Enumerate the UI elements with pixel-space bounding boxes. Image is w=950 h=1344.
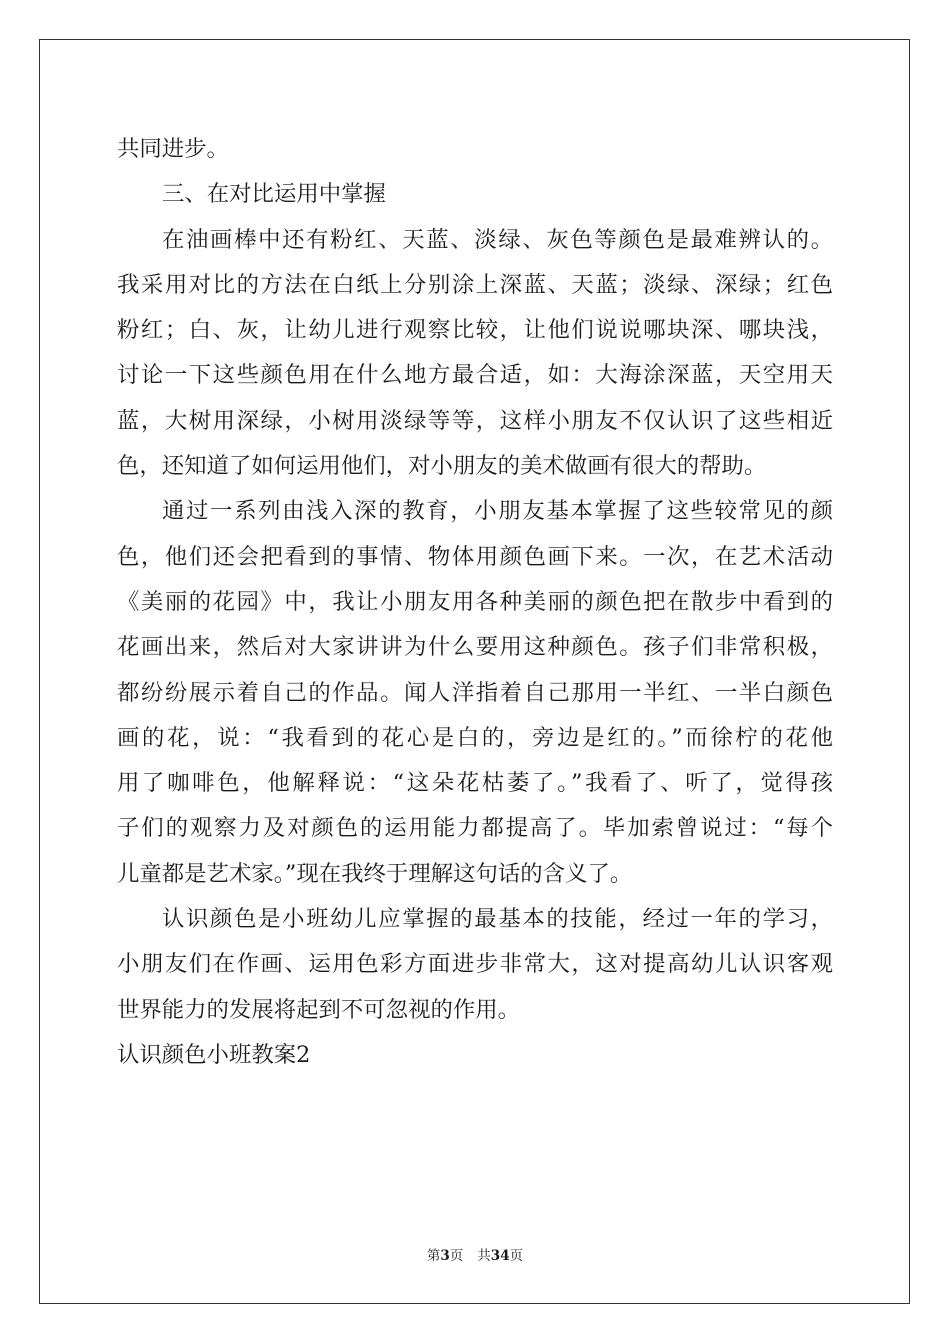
text-line: 认识颜色是小班幼儿应掌握的最基本的技能，经过一年的学习，	[162, 906, 833, 933]
page-number: 3	[440, 1248, 450, 1264]
text-line: 我采用对比的方法在白纸上分别涂上深蓝、天蓝；淡绿、深绿；红色	[117, 271, 833, 298]
total-suffix: 页	[509, 1248, 524, 1264]
page-prefix: 第	[426, 1248, 441, 1264]
text-line: 通过一系列由浅入深的教育，小朋友基本掌握了这些较常见的颜	[162, 498, 833, 525]
text-line: 共同进步。	[117, 136, 229, 162]
section-heading: 三、在对比运用中掌握	[162, 181, 386, 208]
text-line: 儿童都是艺术家。”现在我终于理解这句话的含义了。	[117, 860, 633, 887]
page-suffix: 页	[449, 1248, 464, 1264]
text-line: 画的花，说：“我看到的花心是白的，旁边是红的。”而徐柠的花他	[117, 724, 833, 751]
text-line: 在油画棒中还有粉红、天蓝、淡绿、灰色等颜色是最难辨认的。	[162, 226, 833, 253]
text-line: 《美丽的花园》中，我让小朋友用各种美丽的颜色把在散步中看到的	[117, 588, 833, 615]
text-line: 子们的观察力及对颜色的运用能力都提高了。毕加索曾说过：“每个	[117, 815, 833, 842]
text-line: 色，他们还会把看到的事情、物体用颜色画下来。一次，在艺术活动	[117, 543, 833, 570]
text-line: 小朋友们在作画、运用色彩方面进步非常大，这对提高幼儿认识客观	[117, 951, 833, 978]
text-line: 世界能力的发展将起到不可忽视的作用。	[117, 996, 521, 1023]
total-pages: 34	[490, 1248, 510, 1264]
text-line: 用了咖啡色，他解释说：“这朵花枯萎了。”我看了、听了，觉得孩	[117, 770, 833, 797]
page-footer	[0, 1246, 950, 1266]
text-line: 都纷纷展示着自己的作品。闻人洋指着自己那用一半红、一半白颜色	[117, 679, 833, 706]
document-heading: 认识颜色小班教案2	[117, 1041, 311, 1068]
text-line: 蓝，大树用深绿，小树用淡绿等等，这样小朋友不仅认识了这些相近	[117, 407, 833, 434]
text-line: 粉红；白、灰，让幼儿进行观察比较，让他们说说哪块深、哪块浅，	[117, 317, 833, 344]
text-line: 花画出来，然后对大家讲讲为什么要用这种颜色。孩子们非常积极，	[117, 634, 833, 661]
text-line: 色，还知道了如何运用他们，对小朋友的美术做画有很大的帮助。	[117, 453, 767, 480]
document-body	[117, 127, 833, 1078]
total-prefix: 共	[477, 1248, 491, 1264]
text-line: 讨论一下这些颜色用在什么地方最合适，如：大海涂深蓝，天空用天	[117, 362, 833, 389]
